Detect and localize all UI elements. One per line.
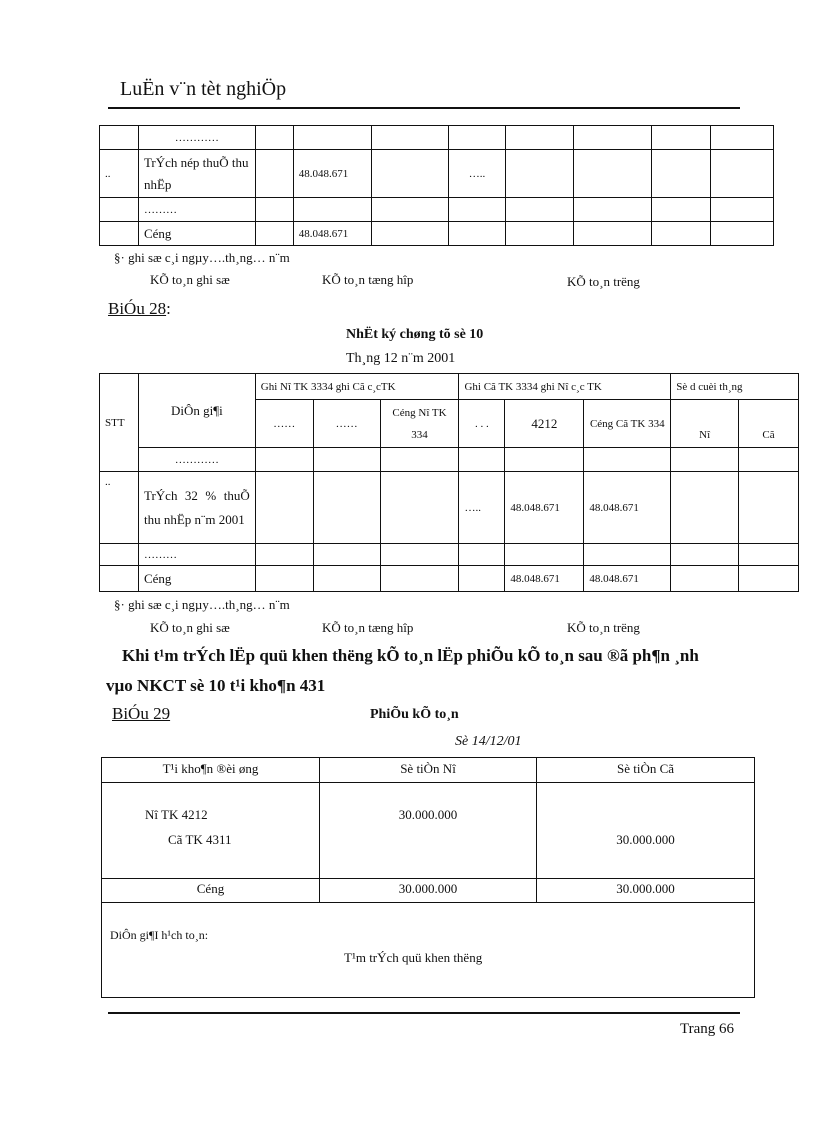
header-cell: ……: [313, 400, 380, 448]
voucher-title: PhiÕu kÕ to¸n: [370, 707, 459, 722]
table-cell: 48.048.671: [584, 566, 671, 592]
header-cell: Nî: [671, 400, 739, 448]
form-label-29: BiÓu 29: [112, 704, 171, 723]
ledger-table-continuation: [99, 125, 774, 246]
column-header-account: T¹i kho¶n ®èi øng: [162, 761, 259, 776]
header-credit-group: Ghi Cã TK 3334 ghi Nî c¸c TK: [459, 374, 671, 400]
signature-general-accountant: KÕ to¸n tæng hîp: [322, 620, 414, 635]
description-text: T¹m trÝch quü khen thëng: [344, 950, 483, 965]
total-debit: 30.000.000: [398, 881, 458, 896]
table-cell: 48.048.671: [293, 222, 371, 246]
table-cell: ..: [100, 472, 139, 544]
header-stt: STT: [100, 374, 139, 472]
page-number: Trang 66: [680, 1021, 735, 1037]
document-header-title: LuËn v¨n tèt nghiÖp: [120, 78, 287, 100]
header-debit-group: Ghi Nî TK 3334 ghi Cã c¸cTK: [255, 374, 459, 400]
journal-title: NhËt ký chøng tõ sè 10: [346, 327, 484, 342]
header-cell: . . .: [459, 400, 505, 448]
header-cell: Cã: [739, 400, 799, 448]
table-cell: ………: [138, 544, 255, 566]
total-credit: 30.000.000: [616, 881, 675, 896]
voucher-number: Sè 14/12/01: [455, 734, 522, 749]
credit-account: Cã TK 4311: [168, 832, 232, 847]
header-end-balance: Sè d cuèi th¸ng: [671, 374, 799, 400]
table-cell: TrÝch 32 % thuÕ thu nhËp n¨m 2001: [138, 472, 255, 544]
signature-chief-accountant: KÕ to¸n trëng: [567, 274, 640, 289]
header-rule: [108, 107, 740, 109]
table-cell: 48.048.671: [584, 472, 671, 544]
paragraph-line-2: vµo NKCT sè 10 t¹i kho¶n 431: [106, 676, 326, 695]
header-cell: Céng Nî TK 334: [380, 400, 459, 448]
ledger-posting-date: §· ghi sæ c¸i ngµy….th¸ng… n¨m: [114, 250, 290, 265]
table-cell: ..: [100, 150, 139, 198]
table-cell: …..: [448, 150, 506, 198]
footer-rule: [108, 1012, 740, 1014]
column-header-credit: Sè tiÒn Cã: [616, 761, 675, 776]
table-cell: Céng: [138, 222, 255, 246]
header-description: DiÔn gi¶i: [138, 374, 255, 448]
table-cell: 48.048.671: [293, 150, 371, 198]
signature-general-accountant: KÕ to¸n tæng hîp: [322, 272, 414, 287]
table-cell: TrÝch nép thuÕ thu nhËp: [138, 150, 255, 198]
signature-chief-accountant: KÕ to¸n trëng: [567, 620, 640, 635]
accounting-voucher: [101, 757, 755, 998]
table-cell: …………: [138, 126, 255, 150]
journal-voucher-table: [99, 373, 799, 592]
form-label-28: BiÓu 28:: [108, 299, 171, 318]
header-cell: …………: [138, 448, 255, 472]
table-cell: …..: [459, 472, 505, 544]
total-label: Céng: [196, 881, 225, 896]
table-cell: 48.048.671: [505, 472, 584, 544]
ledger-posting-date: §· ghi sæ c¸i ngµy….th¸ng… n¨m: [114, 597, 290, 612]
credit-amount: 30.000.000: [616, 832, 675, 847]
paragraph-line-1: Khi t¹m trÝch lËp quü khen thëng kÕ to¸n lËp phiÕu kÕ to¸n sau ®ã ph¶n ¸nh: [122, 646, 699, 665]
header-cell: ……: [255, 400, 313, 448]
column-header-debit: Sè tiÒn Nî: [400, 761, 456, 776]
table-cell: 48.048.671: [505, 566, 584, 592]
table-cell: ………: [138, 198, 255, 222]
description-label: DiÔn gi¶I h¹ch to¸n:: [110, 928, 209, 942]
table-cell: Céng: [138, 566, 255, 592]
debit-account: Nî TK 4212: [145, 807, 208, 822]
header-cell: 4212: [505, 400, 584, 448]
journal-period: Th¸ng 12 n¨m 2001: [346, 351, 456, 366]
debit-amount: 30.000.000: [398, 807, 458, 822]
signature-bookkeeper: KÕ to¸n ghi sæ: [150, 620, 230, 635]
signature-bookkeeper: KÕ to¸n ghi sæ: [150, 272, 230, 287]
header-cell: Céng Cã TK 334: [584, 400, 671, 448]
